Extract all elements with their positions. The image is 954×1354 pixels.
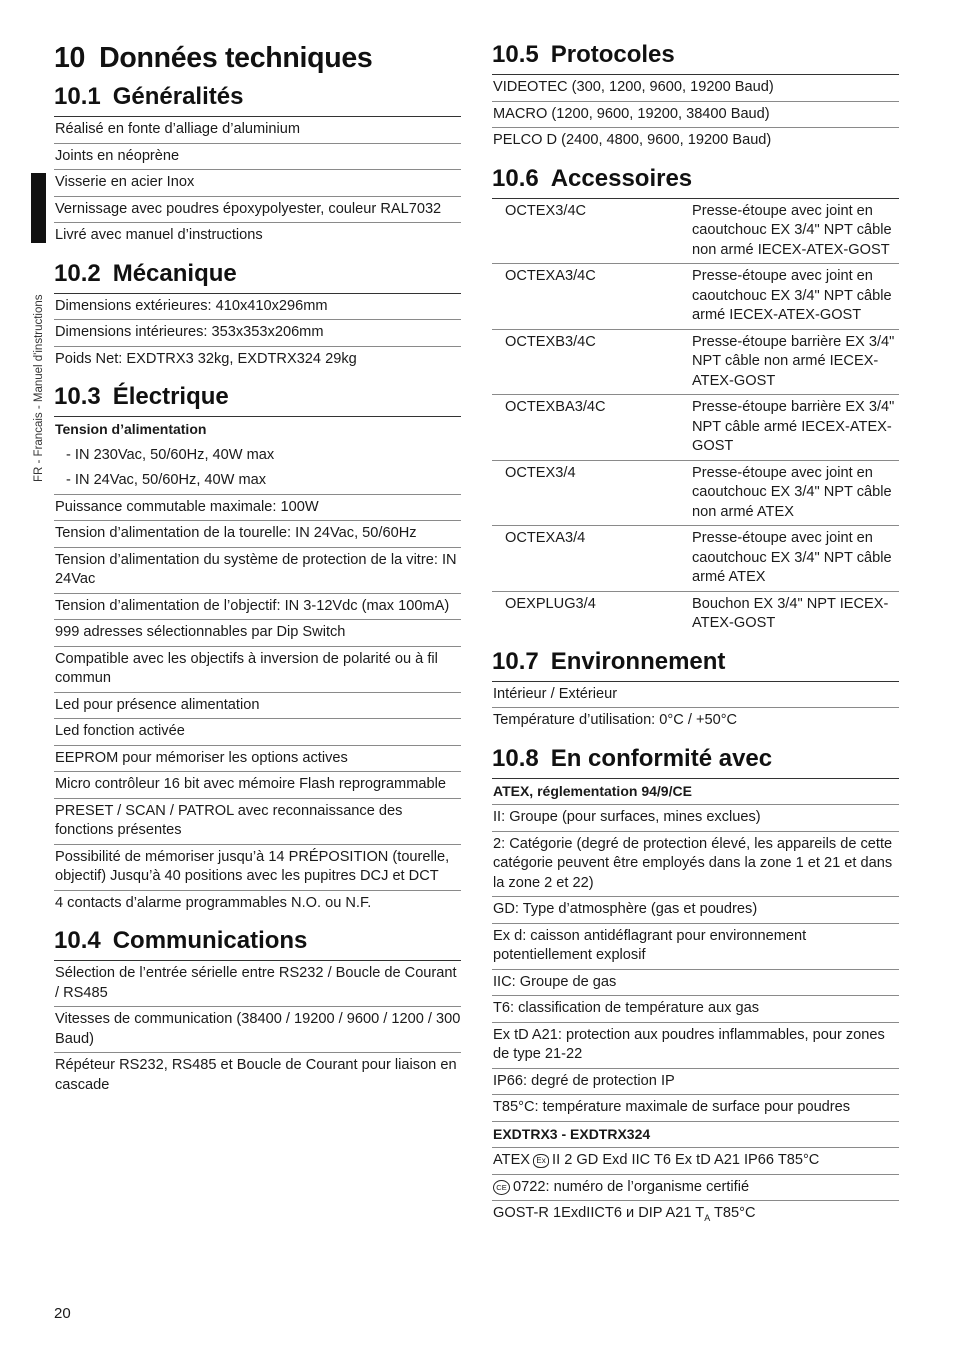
spec-row: EEPROM pour mémoriser les options actives <box>54 746 461 773</box>
spec-row: PRESET / SCAN / PATROL avec reconnaissance des fonctions présentes <box>54 799 461 845</box>
page-number: 20 <box>54 1305 71 1322</box>
section-title: Communications <box>112 927 308 954</box>
spec-row: Puissance commutable maximale: 100W <box>54 495 461 522</box>
section-number: 10.2 <box>54 259 101 287</box>
accessory-code: OEXPLUG3/4 <box>505 595 596 612</box>
spec-row: GD: Type d’atmosphère (gas et poudres) <box>492 897 899 924</box>
gost-row <box>492 1201 899 1232</box>
section-number: 10.7 <box>492 647 539 675</box>
section-number: 10.3 <box>54 383 101 410</box>
spec-row: Poids Net: EXDTRX3 32kg, EXDTRX324 29kg <box>55 350 357 367</box>
spec-row: Visserie en acier Inox <box>54 170 461 197</box>
section-title: Électrique <box>112 383 229 410</box>
section-accessoires <box>492 164 899 637</box>
accessory-code: OCTEX3/4C <box>505 202 587 219</box>
section-heading <box>492 40 899 75</box>
accessory-code: OCTEXA3/4C <box>505 268 596 284</box>
section-number: 10.5 <box>492 41 539 68</box>
section-title: Accessoires <box>550 164 693 192</box>
right-column <box>492 40 899 1232</box>
section-title: Mécanique <box>112 259 237 287</box>
section-mecanique <box>54 259 461 373</box>
accessory-code: OCTEXA3/4 <box>505 530 586 546</box>
spec-row: Micro contrôleur 16 bit avec mémoire Flash reprogrammable <box>54 772 461 799</box>
accessory-description: Bouchon EX 3/4" NPT IECEX-ATEX-GOST <box>692 595 889 631</box>
spec-row: Ex d: caisson antidéflagrant pour environnement potentiellement explosif <box>492 924 899 970</box>
spec-row: Compatible avec les objectifs à inversion de polarité ou à fil commun <box>54 647 461 693</box>
section-heading <box>54 82 461 117</box>
spec-subheading: Tension d’alimentation <box>55 421 207 437</box>
atex-marking: II 2 GD Exd IIC T6 Ex tD A21 IP66 T85°C <box>552 1152 820 1168</box>
spec-row: Température d’utilisation: 0°C / +50°C <box>493 712 738 728</box>
accessory-row <box>492 264 899 330</box>
side-language-label: FR - Francais - Manuel d'instructions <box>33 294 45 482</box>
spec-row: Réalisé en fonte d’alliage d’aluminium <box>54 117 461 144</box>
spec-row: II: Groupe (pour surfaces, mines exclues) <box>492 805 899 832</box>
section-title: En conformité avec <box>550 744 773 772</box>
accessory-code: OCTEX3/4 <box>505 464 576 481</box>
ce-certification-row <box>492 1175 899 1202</box>
spec-row: Livré avec manuel d’instructions <box>55 227 263 243</box>
accessory-description: Presse-étoupe avec joint en caoutchouc EX 3/4" NPT câble non armé IECEX-ATEX-GOST <box>692 202 892 258</box>
gost-text-end: T85°C <box>710 1205 756 1221</box>
section-number: 10.6 <box>492 164 539 192</box>
spec-row: Répéteur RS232, RS485 et Boucle de Courant pour liaison en cascade <box>55 1057 457 1093</box>
accessory-row <box>492 592 899 637</box>
spec-row: MACRO (1200, 9600, 19200, 38400 Baud) <box>492 102 899 129</box>
accessory-description: Presse-étoupe barrière EX 3/4" NPT câble non armé IECEX-ATEX-GOST <box>692 333 895 389</box>
accessory-description: Presse-étoupe avec joint en caoutchouc EX 3/4" NPT câble armé ATEX <box>692 530 892 585</box>
spec-row: T6: classification de température aux gas <box>492 996 899 1023</box>
section-heading <box>54 259 461 294</box>
spec-row: Dimensions intérieures: 353x353x206mm <box>54 320 461 347</box>
section-heading <box>492 744 899 779</box>
ce-mark-icon: CE <box>493 1180 510 1195</box>
section-title: Protocoles <box>550 41 675 68</box>
spec-row: Tension d’alimentation de la tourelle: IN 24Vac, 50/60Hz <box>54 521 461 548</box>
spec-row: Sélection de l’entrée sérielle entre RS232 / Boucle de Courant / RS485 <box>54 961 461 1007</box>
spec-row: Intérieur / Extérieur <box>492 682 899 709</box>
spec-row: PELCO D (2400, 4800, 9600, 19200 Baud) <box>493 132 772 148</box>
spec-row: Vernissage avec poudres époxypolyester, couleur RAL7032 <box>54 197 461 224</box>
spec-row: Led fonction activée <box>54 719 461 746</box>
accessory-description: Presse-étoupe avec joint en caoutchouc EX 3/4" NPT câble armé IECEX-ATEX-GOST <box>692 268 892 323</box>
atex-label: ATEX <box>493 1152 531 1168</box>
chapter-title-text: Données techniques <box>99 42 373 74</box>
left-column <box>54 40 461 1098</box>
section-generalites <box>54 82 461 249</box>
spec-row: Led pour présence alimentation <box>54 693 461 720</box>
spec-row: IIC: Groupe de gas <box>492 970 899 997</box>
spec-row: Tension d’alimentation de l’objectif: IN 3-12Vdc (max 100mA) <box>54 594 461 621</box>
chapter-number: 10 <box>54 42 86 74</box>
gost-text: GOST-R 1ExdIICT6 и DIP A21 T <box>493 1205 705 1221</box>
section-protocoles <box>492 40 899 154</box>
spec-row: 4 contacts d’alarme programmables N.O. ou N.F. <box>55 894 372 911</box>
spec-row: Joints en néoprène <box>54 144 461 171</box>
spec-row: T85°C: température maximale de surface pour poudres <box>492 1095 899 1122</box>
section-electrique <box>54 382 461 916</box>
gost-subscript: A <box>704 1213 711 1223</box>
section-environnement <box>492 647 899 734</box>
accessory-code: OCTEXB3/4C <box>505 333 596 350</box>
spec-row: Tension d’alimentation du système de protection de la vitre: IN 24Vac <box>54 548 461 594</box>
accessory-description: Presse-étoupe avec joint en caoutchouc EX 3/4" NPT câble non armé ATEX <box>692 464 892 520</box>
section-number: 10.4 <box>54 927 101 954</box>
spec-row: Dimensions extérieures: 410x410x296mm <box>54 294 461 321</box>
spec-subrow: - IN 230Vac, 50/60Hz, 40W max <box>66 446 275 463</box>
accessory-row <box>492 526 899 592</box>
accessory-code: OCTEXBA3/4C <box>505 399 606 415</box>
spec-row: VIDEOTEC (300, 1200, 9600, 19200 Baud) <box>492 75 899 102</box>
accessory-row <box>492 461 899 527</box>
ce-text: 0722: numéro de l’organisme certifié <box>513 1178 750 1195</box>
atex-marking-row <box>492 1148 899 1175</box>
spec-row: 2: Catégorie (degré de protection élevé, les appareils de cette catégorie peuvent être employés dans la zone 1 et 21 et dans la zone 2 et 22) <box>492 832 899 898</box>
section-conformite <box>492 744 899 1232</box>
accessory-row <box>492 395 899 461</box>
section-number: 10.8 <box>492 744 539 772</box>
spec-row: Possibilité de mémoriser jusqu’à 14 PRÉPOSITION (tourelle, objectif) Jusqu’à 40 positions avec les pupitres DCJ et DCT <box>54 845 461 891</box>
accessory-row <box>492 330 899 396</box>
section-heading <box>492 164 899 199</box>
spec-row: IP66: degré de protection IP <box>492 1069 899 1096</box>
accessory-description: Presse-étoupe barrière EX 3/4" NPT câble armé IECEX-ATEX-GOST <box>692 399 895 454</box>
spec-row: Vitesses de communication (38400 / 19200 / 9600 / 1200 / 300 Baud) <box>54 1007 461 1053</box>
ex-hexagon-icon: Ex <box>533 1154 549 1168</box>
section-heading <box>54 926 461 961</box>
section-number: 10.1 <box>54 83 101 110</box>
section-heading <box>54 382 461 417</box>
spec-subheading: EXDTRX3 - EXDTRX324 <box>492 1122 899 1149</box>
section-heading <box>492 647 899 682</box>
spec-row: 999 adresses sélectionnables par Dip Switch <box>54 620 461 647</box>
accessory-row <box>492 199 899 265</box>
section-communications <box>54 926 461 1098</box>
section-title: Généralités <box>112 83 244 110</box>
chapter-title <box>54 40 461 76</box>
section-title: Environnement <box>550 647 726 675</box>
spec-subheading: ATEX, réglementation 94/9/CE <box>492 779 899 806</box>
spec-subrow: - IN 24Vac, 50/60Hz, 40W max <box>54 468 461 495</box>
spec-row: Ex tD A21: protection aux poudres inflammables, pour zones de type 21-22 <box>492 1023 899 1069</box>
